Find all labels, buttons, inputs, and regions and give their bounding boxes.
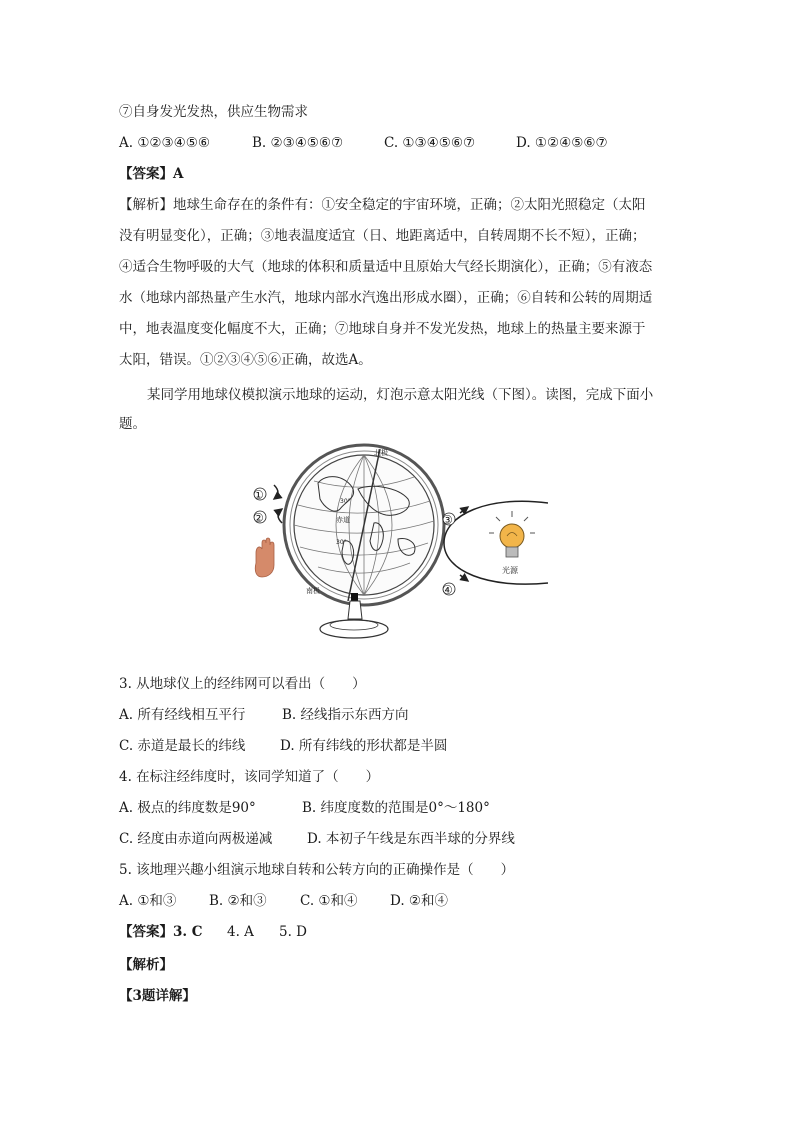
q2-analysis-line-6: 太阳，错误。①②③④⑤⑥正确，故选A。 — [119, 352, 372, 368]
q2-analysis-line-4: 水（地球内部热量产生水汽，地球内部水汽逸出形成水圈），正确；⑥自转和公转的周期适 — [119, 290, 653, 306]
marker-3: ③ — [442, 513, 453, 527]
q2-option-c: C. ①③④⑤⑥⑦ — [384, 135, 476, 151]
q2-analysis-line-5: 中，地表温度变化幅度不大，正确；⑦地球自身并不发光发热，地球上的热量主要来源于 — [119, 321, 646, 337]
answers-label: 【答案】3. C — [119, 924, 203, 940]
q2-option-a: A. ①②③④⑤⑥ — [119, 135, 210, 151]
light-source-label: 光源 — [502, 566, 518, 575]
q3-option-a: A. 所有经线相互平行 — [119, 707, 246, 723]
intro-line-1: 某同学用地球仪模拟演示地球的运动，灯泡示意太阳光线（下图）。读图，完成下面小 — [147, 387, 654, 403]
south-pole-label: 南极 — [306, 587, 320, 595]
q5-stem: 5. 该地理兴趣小组演示地球自转和公转方向的正确操作是（ ） — [119, 862, 515, 878]
q2-answer: 【答案】A — [119, 166, 184, 182]
marker-1: ① — [253, 488, 264, 502]
q2-analysis-line-2: 没有明显变化），正确；③地表温度适宜（日、地距离适中，自转周期不长不短），正确； — [119, 228, 646, 244]
q5-option-b: B. ②和③ — [209, 893, 267, 909]
q5-option-d: D. ②和④ — [390, 893, 449, 909]
lat-label-south: 30° — [336, 539, 347, 546]
globe-figure — [248, 443, 548, 643]
q3-option-d: D. 所有纬线的形状都是半圆 — [280, 738, 448, 754]
answer-5: 5. D — [279, 924, 307, 940]
marker-2: ② — [253, 511, 264, 525]
hand-icon — [255, 538, 274, 577]
q4-option-d: D. 本初子午线是东西半球的分界线 — [307, 831, 515, 847]
q3-option-b: B. 经线指示东西方向 — [282, 707, 409, 723]
q2-item7: ⑦自身发光发热，供应生物需求 — [119, 104, 308, 120]
north-pole-label: 北极 — [374, 449, 388, 457]
q3-option-c: C. 赤道是最长的纬线 — [119, 738, 246, 754]
q4-option-c: C. 经度由赤道向两极递减 — [119, 831, 273, 847]
arrow-1 — [274, 485, 278, 499]
globe-stand-neck — [351, 593, 358, 601]
answer-4: 4. A — [227, 924, 254, 940]
globe-stand-base — [320, 620, 388, 638]
q2-option-b: B. ②③④⑤⑥⑦ — [252, 135, 344, 151]
intro-line-2: 题。 — [119, 416, 146, 432]
q3-stem: 3. 从地球仪上的经纬网可以看出（ ） — [119, 676, 366, 692]
q5-option-a: A. ①和③ — [119, 893, 177, 909]
light-bulb-icon — [489, 511, 535, 557]
q3-detail-label: 【3题详解】 — [119, 988, 196, 1004]
q2-analysis-line-3: ④适合生物呼吸的大气（地球的体积和质量适中且原始大气经长期演化），正确；⑤有液态 — [119, 259, 653, 275]
q2-option-d: D. ①②④⑤⑥⑦ — [516, 135, 608, 151]
q4-option-b: B. 纬度度数的范围是0°～180° — [302, 800, 490, 816]
analysis-label: 【解析】 — [119, 957, 173, 973]
lat-label-north: 30° — [340, 498, 351, 505]
equator-label: 赤道 — [336, 516, 350, 524]
q5-option-c: C. ①和④ — [300, 893, 358, 909]
arrow-2 — [278, 509, 282, 523]
marker-4: ④ — [442, 583, 453, 597]
q4-stem: 4. 在标注经纬度时，该同学知道了（ ） — [119, 769, 380, 785]
q2-analysis-line-1: 【解析】地球生命存在的条件有：①安全稳定的宇宙环境，正确；②太阳光照稳定（太阳 — [119, 197, 646, 213]
q4-option-a: A. 极点的纬度数是90° — [119, 800, 256, 816]
orbit-path — [444, 501, 548, 584]
